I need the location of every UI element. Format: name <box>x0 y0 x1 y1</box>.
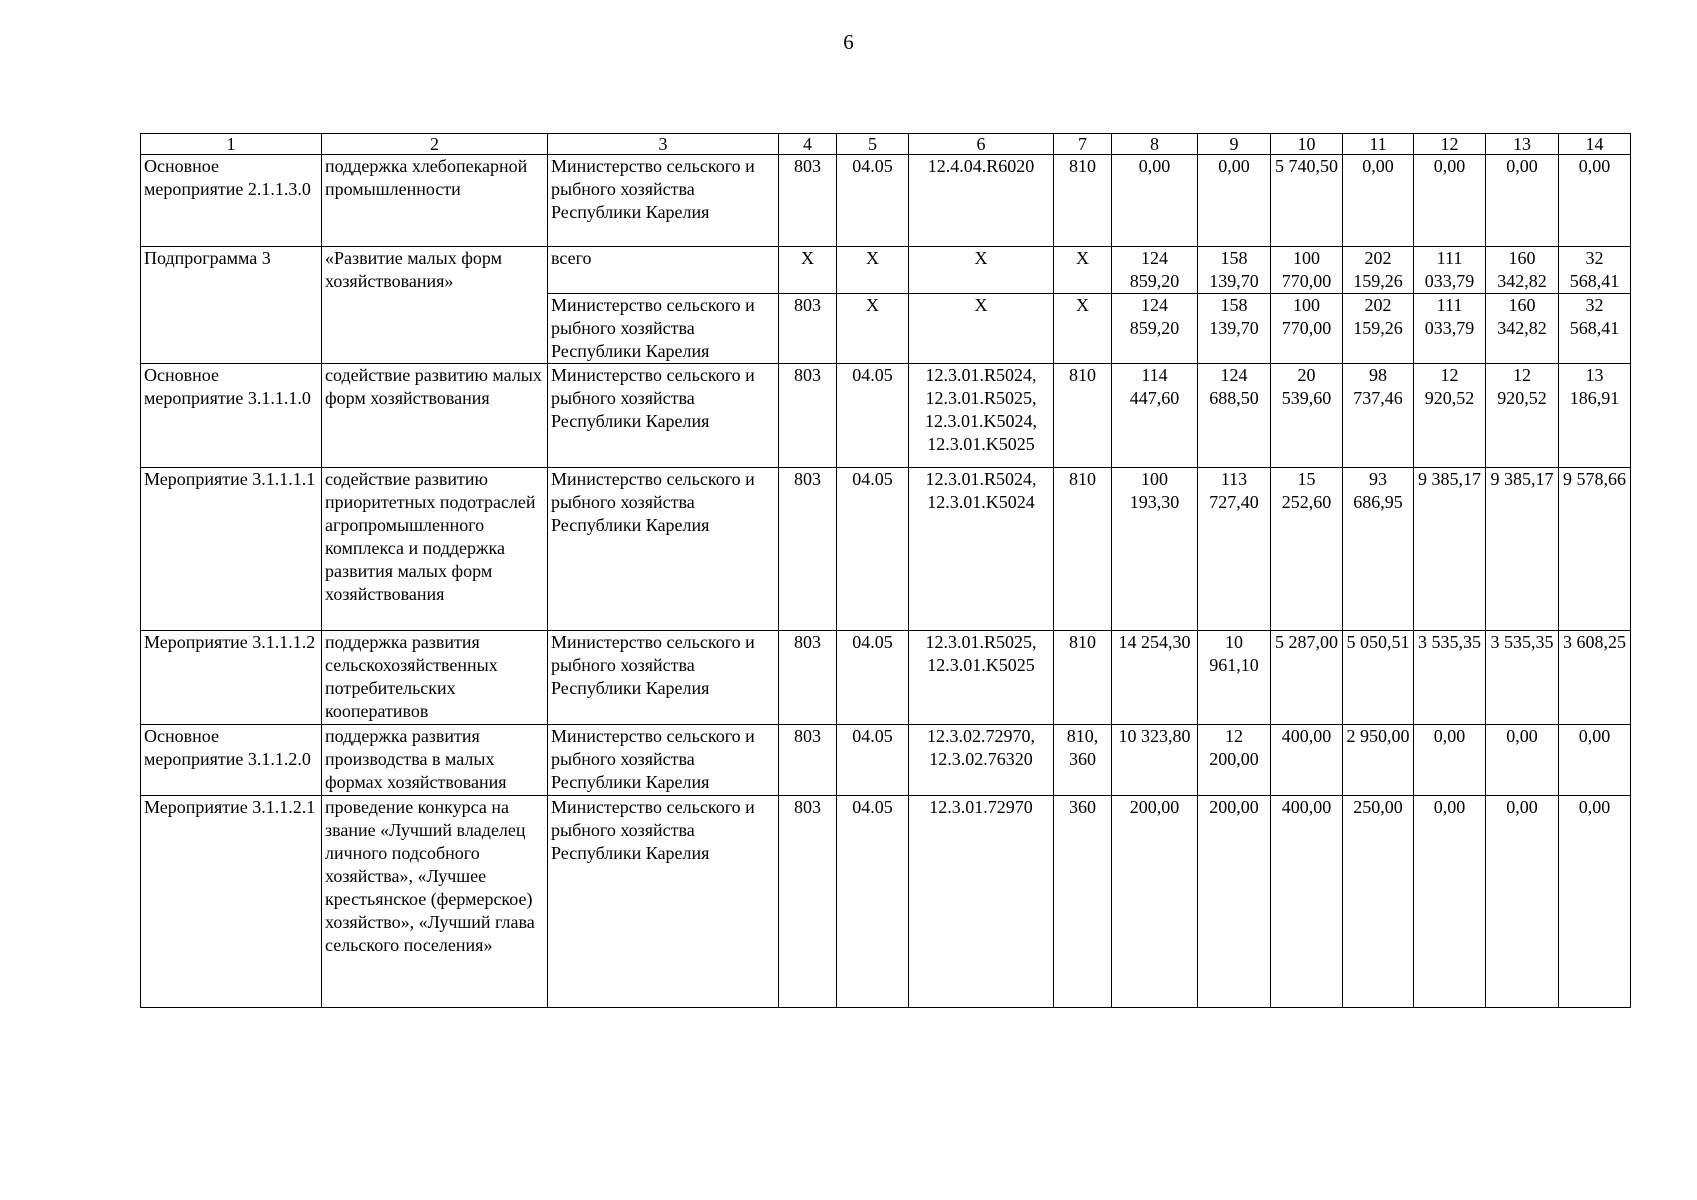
amount-cell: 124 688,50 <box>1198 364 1271 468</box>
grbs-cell: X <box>779 247 837 294</box>
expense-type-cell: 810 <box>1054 468 1112 631</box>
item-name-cell: содействие развитию приоритетных подотраслей агропромышленного комплекса и поддержка развития малых форм хозяйствования <box>322 468 548 631</box>
header-row <box>141 134 1631 155</box>
target-article-cell: 12.3.01.R5024, 12.3.01.K5024 <box>909 468 1054 631</box>
section-cell: 04.05 <box>837 468 909 631</box>
column-number: 10 <box>1271 134 1343 155</box>
target-article-cell: 12.3.01.R5025, 12.3.01.K5025 <box>909 631 1054 725</box>
amount-cell: 32 568,41 <box>1559 294 1631 364</box>
amount-cell: 100 770,00 <box>1271 247 1343 294</box>
amount-cell: 158 139,70 <box>1198 294 1271 364</box>
amount-cell: 5 740,50 <box>1271 155 1343 247</box>
section-cell: X <box>837 247 909 294</box>
column-number: 4 <box>779 134 837 155</box>
executor-cell: всего <box>548 247 779 294</box>
amount-cell: 250,00 <box>1343 796 1414 1008</box>
grbs-cell: 803 <box>779 631 837 725</box>
column-number: 13 <box>1486 134 1559 155</box>
amount-cell: 124 859,20 <box>1112 247 1198 294</box>
amount-cell: 98 737,46 <box>1343 364 1414 468</box>
item-code-cell: Основное мероприятие 2.1.1.3.0 <box>141 155 322 247</box>
table-row <box>141 364 1631 468</box>
amount-cell: 9 385,17 <box>1486 468 1559 631</box>
column-number: 2 <box>322 134 548 155</box>
item-name-cell: содействие развитию малых форм хозяйствования <box>322 364 548 468</box>
table-row <box>141 247 1631 294</box>
amount-cell: 0,00 <box>1486 725 1559 796</box>
table-row <box>141 725 1631 796</box>
grbs-cell: 803 <box>779 155 837 247</box>
amount-cell: 12 200,00 <box>1198 725 1271 796</box>
amount-cell: 5 287,00 <box>1271 631 1343 725</box>
amount-cell: 111 033,79 <box>1414 294 1486 364</box>
expense-type-cell: X <box>1054 294 1112 364</box>
section-cell: 04.05 <box>837 364 909 468</box>
amount-cell: 0,00 <box>1486 155 1559 247</box>
amount-cell: 200,00 <box>1112 796 1198 1008</box>
amount-cell: 0,00 <box>1414 796 1486 1008</box>
target-article-cell: 12.3.02.72970, 12.3.02.76320 <box>909 725 1054 796</box>
item-code-cell: Мероприятие 3.1.1.2.1 <box>141 796 322 1008</box>
item-code-cell: Основное мероприятие 3.1.1.1.0 <box>141 364 322 468</box>
amount-cell: 400,00 <box>1271 796 1343 1008</box>
item-code-cell: Мероприятие 3.1.1.1.2 <box>141 631 322 725</box>
grbs-cell: 803 <box>779 725 837 796</box>
amount-cell: 100 770,00 <box>1271 294 1343 364</box>
amount-cell: 200,00 <box>1198 796 1271 1008</box>
amount-cell: 0,00 <box>1343 155 1414 247</box>
amount-cell: 160 342,82 <box>1486 294 1559 364</box>
amount-cell: 0,00 <box>1112 155 1198 247</box>
amount-cell: 13 186,91 <box>1559 364 1631 468</box>
expense-type-cell: X <box>1054 247 1112 294</box>
amount-cell: 114 447,60 <box>1112 364 1198 468</box>
target-article-cell: X <box>909 294 1054 364</box>
amount-cell: 0,00 <box>1414 725 1486 796</box>
item-name-cell: поддержка развития производства в малых формах хозяйствования <box>322 725 548 796</box>
item-code-cell: Подпрограмма 3 <box>141 247 322 364</box>
column-number: 12 <box>1414 134 1486 155</box>
amount-cell: 12 920,52 <box>1414 364 1486 468</box>
column-number: 3 <box>548 134 779 155</box>
expense-type-cell: 810 <box>1054 364 1112 468</box>
amount-cell: 0,00 <box>1414 155 1486 247</box>
column-number: 6 <box>909 134 1054 155</box>
amount-cell: 2 950,00 <box>1343 725 1414 796</box>
amount-cell: 3 535,35 <box>1486 631 1559 725</box>
item-name-cell: поддержка хлебопекарной промышленности <box>322 155 548 247</box>
amount-cell: 9 578,66 <box>1559 468 1631 631</box>
amount-cell: 113 727,40 <box>1198 468 1271 631</box>
amount-cell: 0,00 <box>1559 796 1631 1008</box>
column-number: 9 <box>1198 134 1271 155</box>
amount-cell: 202 159,26 <box>1343 247 1414 294</box>
amount-cell: 12 920,52 <box>1486 364 1559 468</box>
target-article-cell: X <box>909 247 1054 294</box>
table-row <box>141 631 1631 725</box>
column-number: 5 <box>837 134 909 155</box>
amount-cell: 10 961,10 <box>1198 631 1271 725</box>
amount-cell: 158 139,70 <box>1198 247 1271 294</box>
grbs-cell: 803 <box>779 468 837 631</box>
target-article-cell: 12.3.01.72970 <box>909 796 1054 1008</box>
amount-cell: 0,00 <box>1486 796 1559 1008</box>
amount-cell: 100 193,30 <box>1112 468 1198 631</box>
executor-cell: Министерство сельского и рыбного хозяйства Республики Карелия <box>548 364 779 468</box>
item-name-cell: поддержка развития сельскохозяйственных потребительских кооперативов <box>322 631 548 725</box>
executor-cell: Министерство сельского и рыбного хозяйства Республики Карелия <box>548 631 779 725</box>
amount-cell: 9 385,17 <box>1414 468 1486 631</box>
page-number: 6 <box>843 30 854 54</box>
executor-cell: Министерство сельского и рыбного хозяйства Республики Карелия <box>548 468 779 631</box>
item-name-cell: проведение конкурса на звание «Лучший владелец личного подсобного хозяйства», «Лучшее крестьянское (фермерское) хозяйство», «Лучший глава сельского поселения» <box>322 796 548 1008</box>
amount-cell: 5 050,51 <box>1343 631 1414 725</box>
budget-table <box>140 133 1631 1008</box>
expense-type-cell: 810 <box>1054 155 1112 247</box>
amount-cell: 20 539,60 <box>1271 364 1343 468</box>
amount-cell: 3 608,25 <box>1559 631 1631 725</box>
amount-cell: 14 254,30 <box>1112 631 1198 725</box>
amount-cell: 3 535,35 <box>1414 631 1486 725</box>
section-cell: X <box>837 294 909 364</box>
table-row <box>141 796 1631 1008</box>
column-number: 11 <box>1343 134 1414 155</box>
grbs-cell: 803 <box>779 796 837 1008</box>
expense-type-cell: 810, 360 <box>1054 725 1112 796</box>
section-cell: 04.05 <box>837 155 909 247</box>
column-number: 14 <box>1559 134 1631 155</box>
executor-cell: Министерство сельского и рыбного хозяйства Республики Карелия <box>548 155 779 247</box>
amount-cell: 32 568,41 <box>1559 247 1631 294</box>
grbs-cell: 803 <box>779 294 837 364</box>
amount-cell: 202 159,26 <box>1343 294 1414 364</box>
target-article-cell: 12.3.01.R5024, 12.3.01.R5025, 12.3.01.K5024, 12.3.01.K5025 <box>909 364 1054 468</box>
column-number: 1 <box>141 134 322 155</box>
amount-cell: 93 686,95 <box>1343 468 1414 631</box>
amount-cell: 15 252,60 <box>1271 468 1343 631</box>
item-name-cell: «Развитие малых форм хозяйствования» <box>322 247 548 364</box>
expense-type-cell: 810 <box>1054 631 1112 725</box>
section-cell: 04.05 <box>837 725 909 796</box>
amount-cell: 400,00 <box>1271 725 1343 796</box>
amount-cell: 0,00 <box>1559 155 1631 247</box>
expense-type-cell: 360 <box>1054 796 1112 1008</box>
table-row <box>141 468 1631 631</box>
column-number: 8 <box>1112 134 1198 155</box>
grbs-cell: 803 <box>779 364 837 468</box>
executor-cell: Министерство сельского и рыбного хозяйства Республики Карелия <box>548 796 779 1008</box>
amount-cell: 0,00 <box>1198 155 1271 247</box>
executor-cell: Министерство сельского и рыбного хозяйства Республики Карелия <box>548 725 779 796</box>
amount-cell: 0,00 <box>1559 725 1631 796</box>
column-number: 7 <box>1054 134 1112 155</box>
executor-cell: Министерство сельского и рыбного хозяйства Республики Карелия <box>548 294 779 364</box>
amount-cell: 160 342,82 <box>1486 247 1559 294</box>
amount-cell: 111 033,79 <box>1414 247 1486 294</box>
target-article-cell: 12.4.04.R6020 <box>909 155 1054 247</box>
table-row <box>141 155 1631 247</box>
item-code-cell: Мероприятие 3.1.1.1.1 <box>141 468 322 631</box>
amount-cell: 124 859,20 <box>1112 294 1198 364</box>
section-cell: 04.05 <box>837 631 909 725</box>
amount-cell: 10 323,80 <box>1112 725 1198 796</box>
section-cell: 04.05 <box>837 796 909 1008</box>
item-code-cell: Основное мероприятие 3.1.1.2.0 <box>141 725 322 796</box>
